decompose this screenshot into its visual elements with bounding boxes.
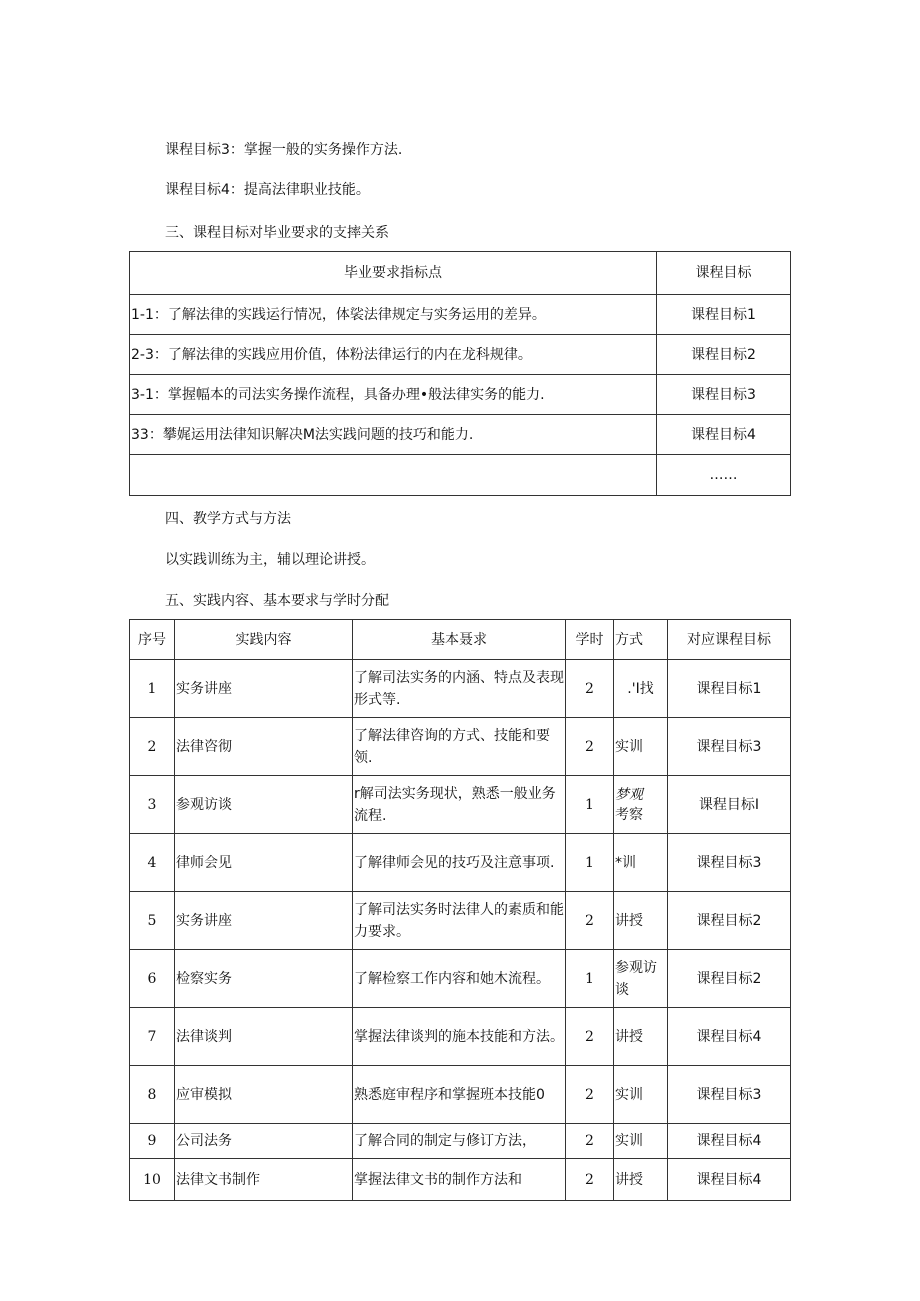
- row-hours: 2: [566, 1008, 614, 1066]
- table-row: [130, 1008, 791, 1066]
- row-content: 法律谈判: [175, 1008, 353, 1066]
- row-requirement: 了解司法实务时法律人的素质和能力要求。: [353, 892, 566, 950]
- row-number: 10: [130, 1159, 175, 1201]
- section-3-heading: 三、课程目标对毕业要求的支摔关系: [165, 225, 389, 241]
- requirement-point: 2-3：了解法律的实践应用价值，体粉法律运行的内在龙科规律。: [130, 335, 657, 375]
- row-number: 9: [130, 1124, 175, 1159]
- header-requirement: 基本聂求: [353, 620, 566, 660]
- table-row: [130, 415, 791, 455]
- section-4-heading: 四、教学方式与方法: [165, 511, 291, 527]
- row-mode: .'I找: [614, 660, 668, 718]
- table-row: [130, 455, 791, 496]
- header-number: 序号: [130, 620, 175, 660]
- header-course-goal: 对应课程目标: [668, 620, 791, 660]
- row-course-goal: 课程目标4: [668, 1124, 791, 1159]
- practice-content-table: [129, 619, 791, 1201]
- table-row: [130, 950, 791, 1008]
- row-number: 1: [130, 660, 175, 718]
- requirement-point: 1-1：了解法律的实践运行情况，体裟法律规定与实务运用的差异。: [130, 295, 657, 335]
- row-hours: 2: [566, 1124, 614, 1159]
- table-row: [130, 776, 791, 834]
- header-course-goal: 课程目标: [657, 252, 791, 295]
- table-row: [130, 375, 791, 415]
- table-row: [130, 718, 791, 776]
- row-number: 2: [130, 718, 175, 776]
- course-goal: 课程目标4: [657, 415, 791, 455]
- row-requirement: 掌握法律文书的制作方法和: [353, 1159, 566, 1201]
- row-number: 4: [130, 834, 175, 892]
- requirement-point: 33：攀娓运用法律知识解决M法实践问题的技巧和能力.: [130, 415, 657, 455]
- row-course-goal: 课程目标3: [668, 834, 791, 892]
- row-requirement: 掌握法律谈判的施本技能和方法。: [353, 1008, 566, 1066]
- row-content: 实务讲座: [175, 892, 353, 950]
- row-requirement: 了解检察工作内容和她木流程。: [353, 950, 566, 1008]
- row-requirement: 了解司法实务的内涵、特点及表现形式等.: [353, 660, 566, 718]
- table-row: [130, 1066, 791, 1124]
- row-hours: 2: [566, 718, 614, 776]
- row-requirement: r解司法实务现状，熟悉一般业务流程.: [353, 776, 566, 834]
- requirement-point: [130, 455, 657, 496]
- row-content: 参观访谈: [175, 776, 353, 834]
- table-header-row: [130, 252, 791, 295]
- row-course-goal: 课程目标3: [668, 718, 791, 776]
- row-mode-line1: 梦观: [615, 786, 643, 803]
- row-mode: *训: [614, 834, 668, 892]
- row-requirement: 了解合同的制定与修订方法，: [353, 1124, 566, 1159]
- row-mode: [614, 776, 668, 834]
- section-4-body: 以实践训练为主，辅以理论讲授。: [165, 552, 375, 568]
- header-content: 实践内容: [175, 620, 353, 660]
- table-row: [130, 660, 791, 718]
- row-number: 8: [130, 1066, 175, 1124]
- row-hours: 2: [566, 1159, 614, 1201]
- row-mode: 参观访谈: [614, 950, 668, 1008]
- row-course-goal: 课程目标2: [668, 950, 791, 1008]
- header-requirement-point: 毕业要求指标点: [130, 252, 657, 295]
- row-course-goal: 课程目标I: [668, 776, 791, 834]
- row-hours: 2: [566, 660, 614, 718]
- goal-4-text: 课程目标4：提高法律职业技能。: [165, 182, 370, 198]
- row-mode: 实训: [614, 1124, 668, 1159]
- table-header-row: [130, 620, 791, 660]
- support-relation-table: [129, 251, 791, 496]
- table-row: [130, 295, 791, 335]
- row-mode-line2: 考察: [615, 806, 643, 823]
- course-goal: 课程目标2: [657, 335, 791, 375]
- requirement-point: 3-1：掌握幅本的司法实务操作流程，具备办理•般法律实务的能力.: [130, 375, 657, 415]
- table-row: [130, 892, 791, 950]
- row-mode: 实训: [614, 1066, 668, 1124]
- row-course-goal: 课程目标4: [668, 1008, 791, 1066]
- section-5-heading: 五、实践内容、基本要求与学时分配: [165, 593, 389, 609]
- row-hours: 2: [566, 892, 614, 950]
- row-requirement: 熟悉庭审程序和掌握班本技能0: [353, 1066, 566, 1124]
- course-goal: 课程目标3: [657, 375, 791, 415]
- row-number: 7: [130, 1008, 175, 1066]
- row-requirement: 了解法律咨询的方式、技能和要领.: [353, 718, 566, 776]
- goal-3-text: 课程目标3：掌握一般的实务操作方法.: [165, 142, 403, 158]
- row-course-goal: 课程目标2: [668, 892, 791, 950]
- course-goal: 课程目标1: [657, 295, 791, 335]
- row-content: 检察实务: [175, 950, 353, 1008]
- table-row: [130, 1159, 791, 1201]
- row-content: 公司法务: [175, 1124, 353, 1159]
- row-number: 5: [130, 892, 175, 950]
- header-mode: 方式: [614, 620, 668, 660]
- row-content: 应审模拟: [175, 1066, 353, 1124]
- row-hours: 1: [566, 776, 614, 834]
- row-content: 实务讲座: [175, 660, 353, 718]
- row-mode: 讲授: [614, 1159, 668, 1201]
- table-row: [130, 335, 791, 375]
- row-hours: 2: [566, 1066, 614, 1124]
- row-mode: 实训: [614, 718, 668, 776]
- header-hours: 学时: [566, 620, 614, 660]
- row-content: 律师会见: [175, 834, 353, 892]
- row-hours: 1: [566, 834, 614, 892]
- row-mode: 讲授: [614, 1008, 668, 1066]
- course-goal-ellipsis: ……: [657, 455, 791, 496]
- row-requirement: 了解律师会见的技巧及注意事项.: [353, 834, 566, 892]
- row-content: 法律文书制作: [175, 1159, 353, 1201]
- row-mode: 讲授: [614, 892, 668, 950]
- row-hours: 1: [566, 950, 614, 1008]
- table-row: [130, 1124, 791, 1159]
- table-row: [130, 834, 791, 892]
- row-number: 6: [130, 950, 175, 1008]
- row-course-goal: 课程目标1: [668, 660, 791, 718]
- row-course-goal: 课程目标4: [668, 1159, 791, 1201]
- row-course-goal: 课程目标3: [668, 1066, 791, 1124]
- row-content: 法律咨彻: [175, 718, 353, 776]
- row-number: 3: [130, 776, 175, 834]
